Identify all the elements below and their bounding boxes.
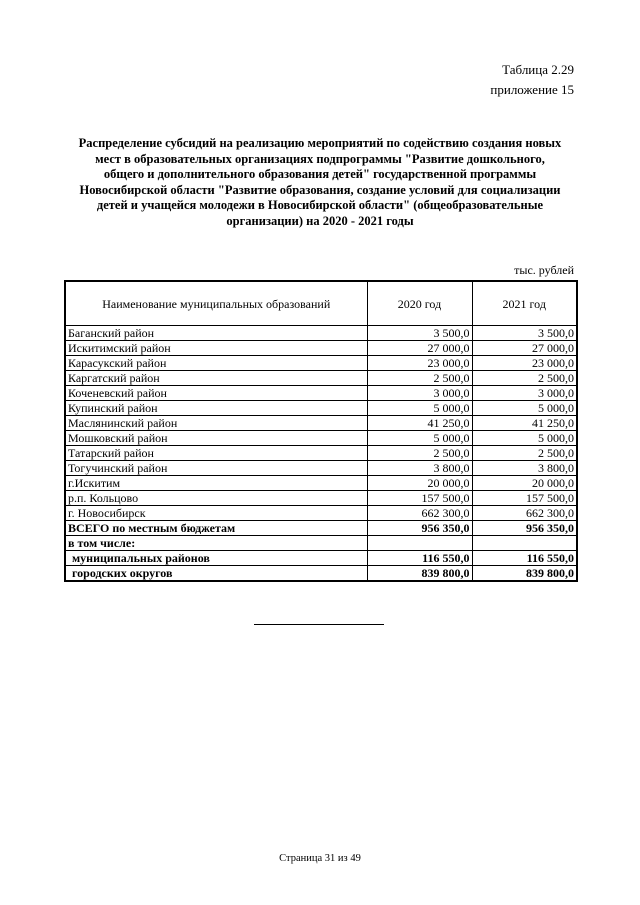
- cell-2020: 20 000,0: [367, 476, 472, 491]
- title-line: организации) на 2020 - 2021 годы: [226, 213, 414, 228]
- cell-name: муниципальных районов: [65, 551, 367, 566]
- title-line: мест в образовательных организациях подпрограммы "Развитие дошкольного,: [95, 151, 545, 166]
- cell-2021: 157 500,0: [472, 491, 577, 506]
- table-row: [65, 356, 577, 371]
- cell-2021: 956 350,0: [472, 521, 577, 536]
- cell-name: Коченевский район: [65, 386, 367, 401]
- cell-name: Тогучинский район: [65, 461, 367, 476]
- separator-line: [254, 624, 384, 625]
- cell-2021: 116 550,0: [472, 551, 577, 566]
- table-row: [65, 416, 577, 431]
- document-title: [64, 136, 576, 229]
- cell-name: городских округов: [65, 566, 367, 582]
- table-row: [65, 371, 577, 386]
- cell-2021: 2 500,0: [472, 446, 577, 461]
- cell-2021: 23 000,0: [472, 356, 577, 371]
- cell-2021: [472, 536, 577, 551]
- subsidy-table: [64, 280, 578, 582]
- cell-name: ВСЕГО по местным бюджетам: [65, 521, 367, 536]
- cell-2020: 839 800,0: [367, 566, 472, 582]
- cell-2020: [367, 536, 472, 551]
- cell-name: Искитимский район: [65, 341, 367, 356]
- including-row: [65, 536, 577, 551]
- units-label: тыс. рублей: [514, 263, 574, 277]
- cell-2021: 27 000,0: [472, 341, 577, 356]
- subtotal-row: [65, 566, 577, 582]
- cell-name: Маслянинский район: [65, 416, 367, 431]
- cell-name: Карасукский район: [65, 356, 367, 371]
- title-line: детей и учащейся молодежи в Новосибирской области" (общеобразовательные: [96, 198, 544, 212]
- table-row: [65, 341, 577, 356]
- table-header-row: [65, 281, 577, 326]
- cell-2020: 116 550,0: [367, 551, 472, 566]
- cell-2020: 662 300,0: [367, 506, 472, 521]
- table-row: [65, 506, 577, 521]
- cell-2020: 5 000,0: [367, 431, 472, 446]
- cell-2020: 2 500,0: [367, 446, 472, 461]
- cell-2021: 5 000,0: [472, 401, 577, 416]
- cell-2020: 23 000,0: [367, 356, 472, 371]
- table-row: [65, 491, 577, 506]
- header-2021: 2021 год: [472, 281, 577, 326]
- cell-2021: 662 300,0: [472, 506, 577, 521]
- cell-2020: 27 000,0: [367, 341, 472, 356]
- cell-2020: 5 000,0: [367, 401, 472, 416]
- cell-name: р.п. Кольцово: [65, 491, 367, 506]
- table-row: [65, 476, 577, 491]
- cell-name: Баганский район: [65, 326, 367, 341]
- cell-name: Мошковский район: [65, 431, 367, 446]
- title-line: общего и дополнительного образования детей" государственной программы: [103, 167, 537, 181]
- page-number: Страница 31 из 49: [279, 853, 361, 864]
- cell-2020: 2 500,0: [367, 371, 472, 386]
- cell-2021: 3 500,0: [472, 326, 577, 341]
- cell-2021: 3 800,0: [472, 461, 577, 476]
- title-line: Распределение субсидий на реализацию мероприятий по содействию создания новых: [78, 136, 562, 150]
- appendix-label: приложение 15: [490, 82, 574, 97]
- cell-2021: 839 800,0: [472, 566, 577, 582]
- cell-2020: 3 500,0: [367, 326, 472, 341]
- table-row: [65, 401, 577, 416]
- table-label: Таблица 2.29: [502, 62, 574, 77]
- cell-name: г. Новосибирск: [65, 506, 367, 521]
- header-municipality: Наименование муниципальных образований: [65, 281, 367, 326]
- cell-name: в том числе:: [65, 536, 367, 551]
- title-line: Новосибирской области "Развитие образования, создание условий для социализации: [79, 182, 561, 197]
- table-row: [65, 446, 577, 461]
- cell-2020: 3 000,0: [367, 386, 472, 401]
- cell-name: Каргатский район: [65, 371, 367, 386]
- cell-2020: 3 800,0: [367, 461, 472, 476]
- table-row: [65, 326, 577, 341]
- cell-2020: 41 250,0: [367, 416, 472, 431]
- cell-2021: 41 250,0: [472, 416, 577, 431]
- table-row: [65, 431, 577, 446]
- cell-name: Татарский район: [65, 446, 367, 461]
- cell-name: Купинский район: [65, 401, 367, 416]
- cell-2020: 157 500,0: [367, 491, 472, 506]
- subtotal-row: [65, 551, 577, 566]
- cell-2021: 5 000,0: [472, 431, 577, 446]
- cell-2021: 2 500,0: [472, 371, 577, 386]
- cell-2021: 3 000,0: [472, 386, 577, 401]
- table-row: [65, 461, 577, 476]
- header-2020: 2020 год: [367, 281, 472, 326]
- table-row: [65, 386, 577, 401]
- cell-2021: 20 000,0: [472, 476, 577, 491]
- total-row: [65, 521, 577, 536]
- cell-2020: 956 350,0: [367, 521, 472, 536]
- cell-name: г.Искитим: [65, 476, 367, 491]
